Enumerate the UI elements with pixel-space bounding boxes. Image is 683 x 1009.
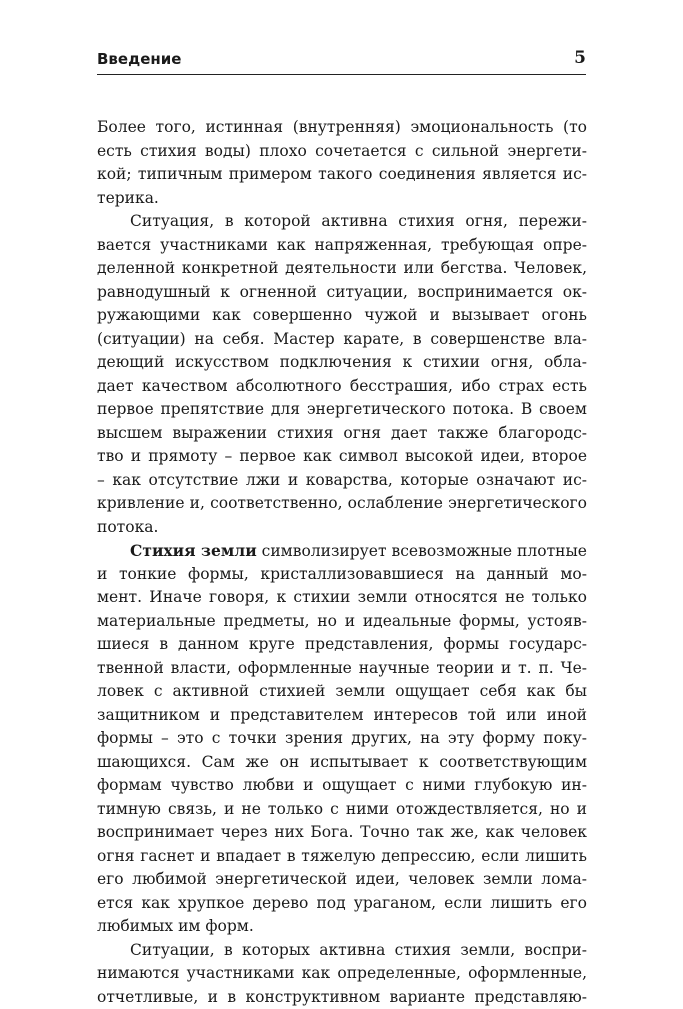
page-number: 5 [574,48,586,68]
text-fragment: символизирует всевозможные плотные [257,542,587,560]
text-line: твенной власти, оформленные научные теории и т. п. Че- [97,657,587,681]
text-line: – как отсутствие лжи и коварства, которые означают ис- [97,469,587,493]
text-line: деленной конкретной деятельности или бегства. Человек, [97,257,587,281]
text-line: формам чувство любви и ощущает с ними глубокую ин- [97,774,587,798]
text-line: Более того, истинная (внутренняя) эмоциональность (то [97,116,587,140]
text-line: деющий искусством подключения к стихии огня, обла- [97,351,587,375]
text-line: Ситуация, в которой активна стихия огня, пережи- [97,210,587,234]
text-line: отчетливые, и в конструктивном варианте представляю- [97,986,587,1009]
text-line: мент. Иначе говоря, к стихии земли относятся не только [97,586,587,610]
text-line: нимаются участниками как определенные, оформленные, [97,962,587,986]
text-line: кривление и, соответственно, ослабление энергетического [97,492,587,516]
text-line: первое препятствие для энергетического потока. В своем [97,398,587,422]
text-line: любимых им форм. [97,915,587,939]
chapter-title: Введение [97,50,181,68]
body-text [97,116,587,1009]
text-line: шающихся. Сам же он испытывает к соответствующим [97,751,587,775]
text-line: ловек с активной стихией земли ощущает себя как бы [97,680,587,704]
text-line: материальные предметы, но и идеальные формы, устояв- [97,610,587,634]
paragraph [97,210,587,539]
text-line: есть стихия воды) плохо сочетается с сильной энергети- [97,140,587,164]
text-line: тво и прямоту – первое как символ высокой идеи, второе [97,445,587,469]
term-earth-element: Стихия земли [130,541,257,560]
text-line: потока. [97,516,587,540]
text-line: воспринимает через них Бога. Точно так же, как человек [97,821,587,845]
text-line: огня гаснет и впадает в тяжелую депрессию, если лишить [97,845,587,869]
text-line: формы – это с точки зрения других, на эту форму поку- [97,727,587,751]
text-line: кой; типичным примером такого соединения является ис- [97,163,587,187]
paragraph [97,939,587,1009]
text-line: дает качеством абсолютного бесстрашия, ибо страх есть [97,375,587,399]
text-line: высшем выражении стихия огня дает также благородс- [97,422,587,446]
text-line: шиеся в данном круге представления, формы государс- [97,633,587,657]
text-line: тимную связь, и не только с ними отождествляется, но и [97,798,587,822]
text-line: и тонкие формы, кристаллизовавшиеся на данный мо- [97,563,587,587]
text-line: вается участниками как напряженная, требующая опре- [97,234,587,258]
running-header [97,48,586,75]
text-line: его любимой энергетической идеи, человек земли лома- [97,868,587,892]
text-line: ется как хрупкое дерево под ураганом, если лишить его [97,892,587,916]
text-line: Ситуации, в которых активна стихия земли, воспри- [97,939,587,963]
text-line [97,539,587,563]
text-line: равнодушный к огненной ситуации, воспринимается ок- [97,281,587,305]
paragraph [97,539,587,939]
text-line: ружающими как совершенно чужой и вызывает огонь [97,304,587,328]
text-line: (ситуации) на себя. Мастер карате, в совершенстве вла- [97,328,587,352]
paragraph [97,116,587,210]
text-line: защитником и представителем интересов той или иной [97,704,587,728]
text-line: терика. [97,187,587,211]
